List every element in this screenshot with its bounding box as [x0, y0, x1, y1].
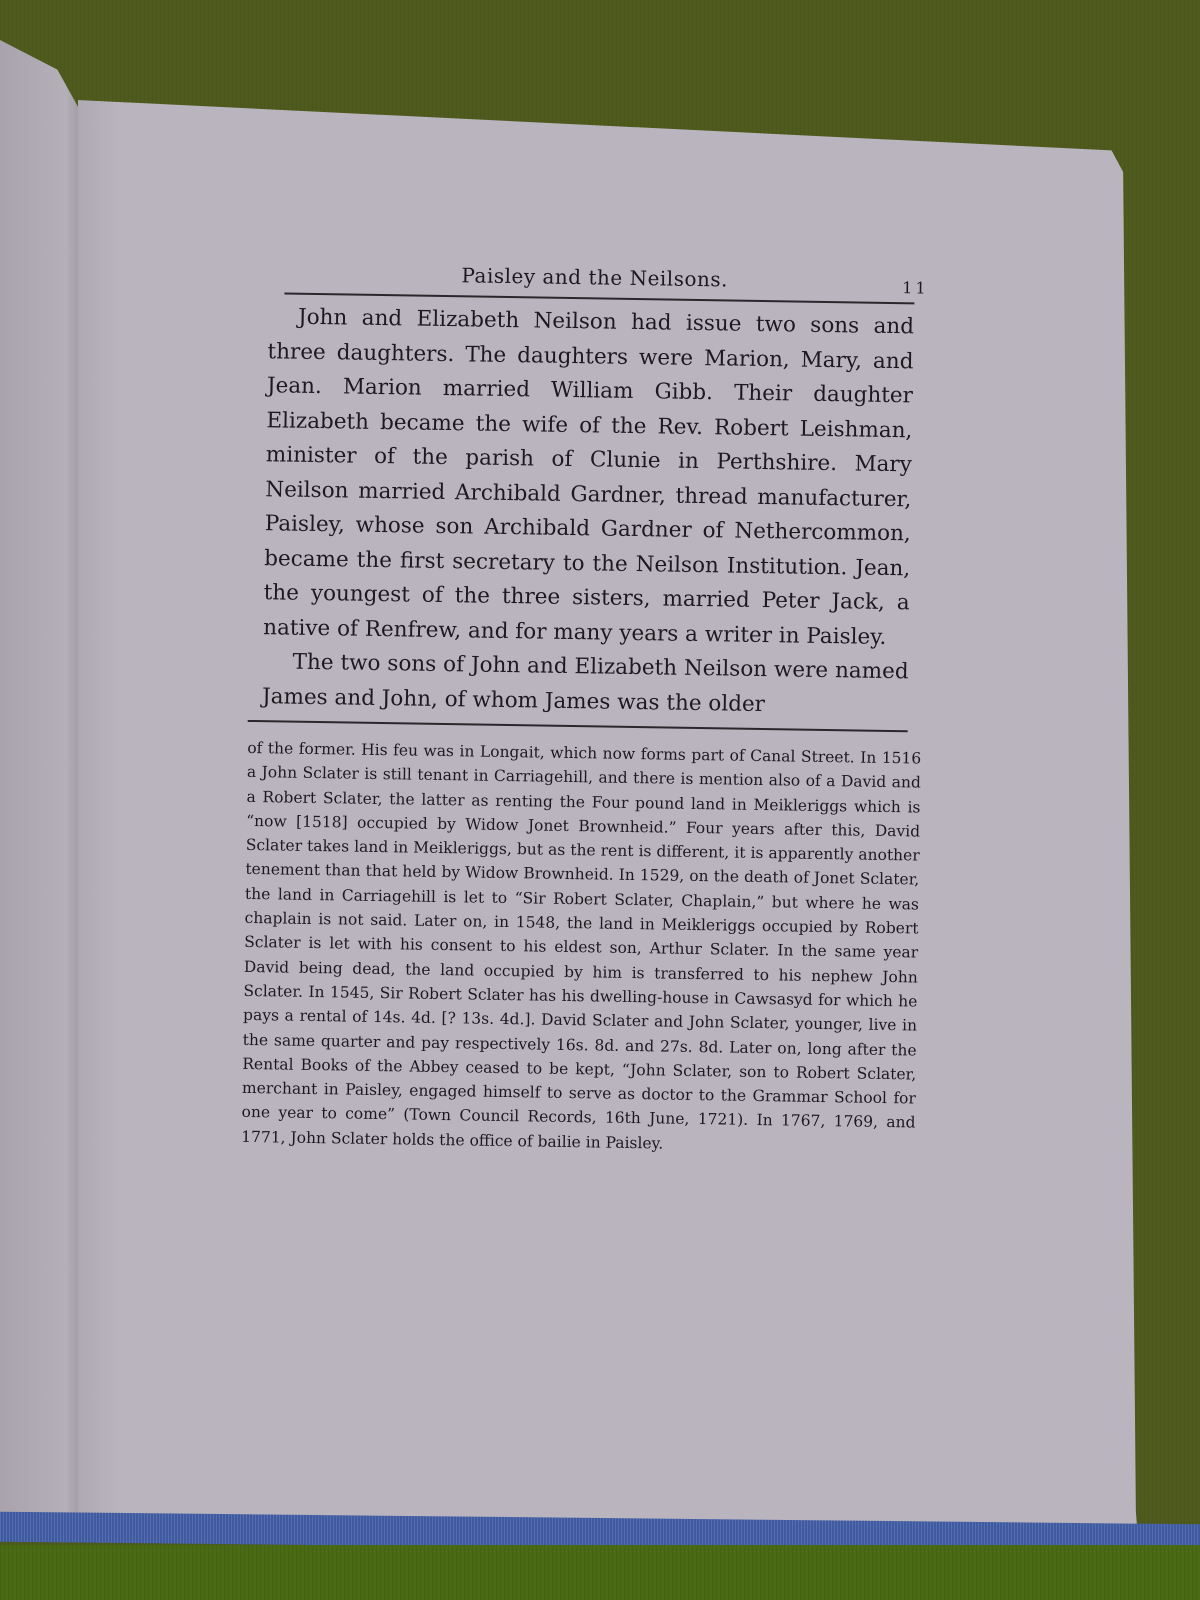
paragraph: The two sons of John and Elizabeth Neilson were named James and John, of whom James was the older — [261, 649, 909, 717]
paragraph: John and Elizabeth Neilson had issue two sons and three daughters. The daughters were Marion, Mary, and Jean. Marion married William Gibb. Their daughter Elizabeth became the wife of the Rev. Robert Leishman, minister of the parish of Clunie in Perthshire. Mary Neilson married Archibald Gardner, thread manufacturer, Paisley, whose son Archibald Gardner of Nethercommon, became the first secretary to the Neilson Institution. Jean, the youngest of the three sisters, married Peter Jack, a native of Renfrew, and for many years a writer in Paisley. — [263, 304, 915, 650]
running-title: Paisley and the Neilsons. — [461, 263, 729, 292]
main-text — [248, 294, 935, 725]
background-cloth — [0, 1545, 1200, 1600]
page-number: 11 — [902, 278, 929, 298]
facing-page-edge — [0, 40, 82, 1520]
page-content — [241, 258, 935, 1160]
footnote: of the former. His feu was in Longait, which now forms part of Canal Street. In 1516 a John Sclater is still tenant in Carriagehill, and there is mention also of a David and a Robert Sclater, the latter as renting the Four pound land in Meikleriggs which is “now [1518] occupied by Widow Jonet Brownheid.” Four years after this, David Sclater takes land in Meikleriggs, but as the rent is different, it is apparently another tenement than that held by Widow Brownheid. In 1529, on the death of Jonet Sclater, the land in Carriagehill is let to “Sir Robert Sclater, Chaplain,” but where he was chaplain is not said. Later on, in 1548, the land in Meikleriggs occupied by Robert Sclater is let with his consent to his eldest son, Arthur Sclater. In the same year David being dead, the land occupied by him is transferred to his nephew John Sclater. In 1545, Sir Robert Sclater has his dwelling-house in Cawsasyd for which he pays a rental of 14s. 4d. [? 13s. 4d.]. David Sclater and John Sclater, younger, live in the same quarter and pay respectively 16s. 8d. and 27s. 8d. Later on, long after the Rental Books of the Abbey ceased to be kept, “John Sclater, son to Robert Sclater, merchant in Paisley, engaged himself to serve as doctor to the Grammar School for one year to come” (Town Council Records, 16th June, 1721). In 1767, 1769, and 1771, John Sclater holds the office of bailie in Paisley. — [241, 738, 922, 1153]
